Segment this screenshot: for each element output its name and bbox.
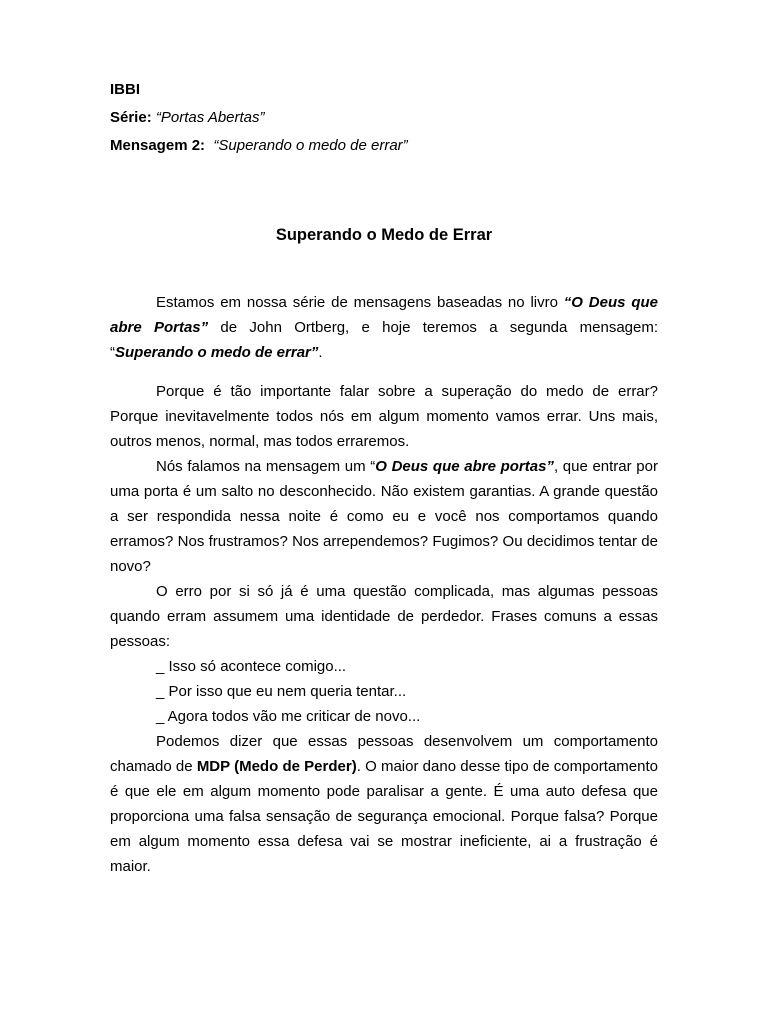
paragraph-2: Porque é tão importante falar sobre a superação do medo de errar? Porque inevitavelmente todos nós em algum momento vamos errar. Uns mais, outros menos, normal, mas todos erraremos. (110, 383, 658, 450)
serie-value: “Portas Abertas” (155, 109, 265, 126)
serie-label: Série: (110, 109, 152, 126)
org-name: IBBI (110, 81, 140, 98)
p5-text-a: Podemos dizer que essas pessoas desenvolvem um comportamento chamado de (110, 733, 658, 775)
paragraph-3 (110, 454, 658, 579)
list-item: _ Agora todos vão me criticar de novo... (156, 708, 421, 725)
p3-text-a: Nós falamos na mensagem um “ (156, 458, 376, 475)
mensagem-value: “Superando o medo de errar” (213, 137, 408, 154)
mensagem-line (110, 136, 658, 156)
document-page (110, 80, 658, 879)
p1-text-a: Estamos em nossa série de mensagens baseadas no livro (156, 294, 564, 311)
paragraph-5 (110, 729, 658, 879)
document-title: Superando o Medo de Errar (275, 226, 493, 244)
list-item: _ Isso só acontece comigo... (156, 658, 347, 675)
list-item: _ Por isso que eu nem queria tentar... (156, 683, 407, 700)
paragraph-4: O erro por si só já é uma questão complicada, mas algumas pessoas quando erram assumem uma identidade de perdedor. Frases comuns a essas pessoas: (110, 583, 658, 650)
p5-mdp-term: MDP (Medo de Perder) (196, 758, 357, 775)
p5-text-c: . O maior dano desse tipo de comportamento é que ele em algum momento pode paralisar a gente. É uma auto defesa que proporciona uma falsa sensação de segurança emocional. Porque falsa? Porque em algum momento essa defesa vai se mostrar ineficiente, ai a frustração é maior. (110, 758, 658, 875)
org-line (110, 80, 658, 100)
p1-text-c: de John Ortberg, e hoje teremos a segunda mensagem: “ (110, 319, 659, 361)
p3-text-c: , que entrar por uma porta é um salto no desconhecido. Não existem garantias. A grande questão a ser respondida nessa noite é como eu e você nos comportamos quando erramos? Nos frustramos? Nos arrependemos? Fugimos? Ou decidimos tentar de novo? (110, 458, 658, 575)
serie-line (110, 108, 658, 128)
p1-text-e: . (318, 344, 323, 361)
mensagem-label: Mensagem 2: (110, 137, 206, 154)
document-body (110, 290, 658, 879)
p1-book-title: “O Deus que abre Portas” (110, 294, 658, 336)
p1-message-title: Superando o medo de errar” (115, 344, 319, 361)
paragraph-1 (110, 290, 658, 365)
p3-message-title: O Deus que abre portas” (375, 458, 554, 475)
